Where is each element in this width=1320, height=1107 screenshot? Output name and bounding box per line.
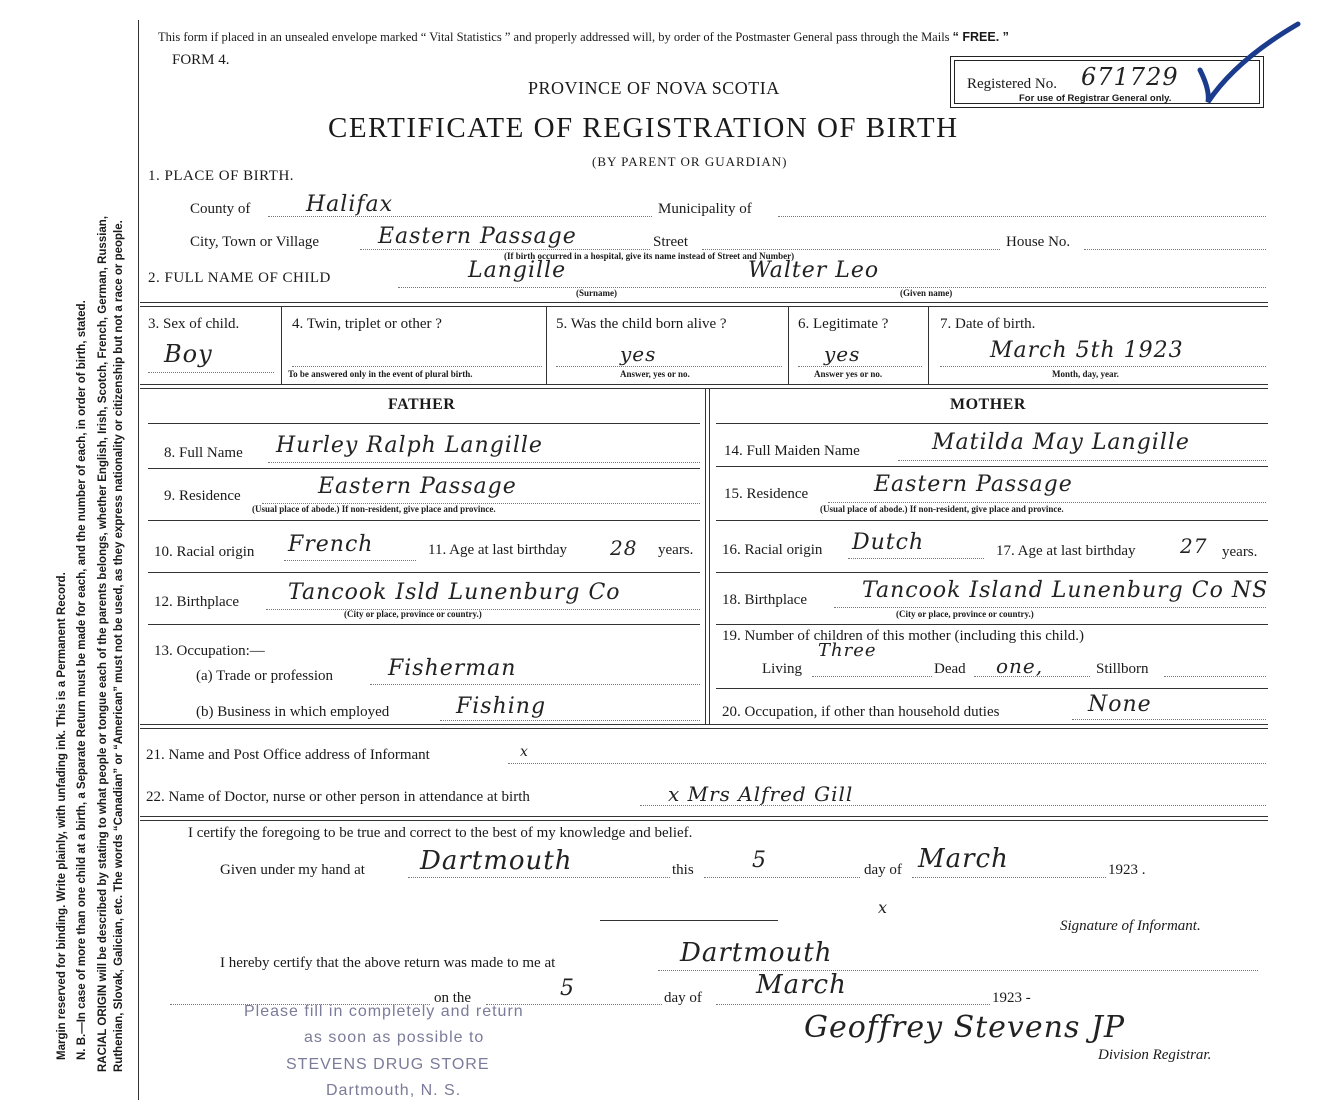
mother-rule-3	[716, 572, 1268, 573]
day-line	[704, 877, 860, 878]
city-value: Eastern Passage	[378, 224, 577, 249]
on-month-value: March	[756, 970, 847, 1000]
certify-text: I certify the foregoing to be true and correct to the best of my knowledge and belief.	[188, 825, 693, 841]
hospital-note: (If birth occurred in a hospital, give its name instead of Street and Number)	[504, 251, 795, 261]
parents-divider-a	[705, 388, 706, 724]
alive-value: yes	[620, 342, 657, 366]
dob-value: March 5th 1923	[990, 338, 1184, 363]
rule-6	[140, 728, 1268, 729]
sex-label: 3. Sex of child.	[148, 316, 240, 332]
mother-race-value: Dutch	[852, 530, 925, 555]
day-value: 5	[752, 848, 767, 873]
rule-5	[140, 724, 1268, 725]
return-place: Dartmouth	[680, 938, 833, 968]
county-value: Halifax	[306, 192, 394, 217]
father-residence-value: Eastern Passage	[318, 474, 517, 499]
divider-legit	[928, 306, 929, 384]
stillborn-line	[1164, 676, 1266, 677]
dob-label: 7. Date of birth.	[940, 316, 1036, 332]
twin-note: To be answered only in the event of plural birth.	[288, 369, 473, 379]
mother-birthplace-line	[834, 607, 1266, 608]
legitimate-label: 6. Legitimate ?	[798, 316, 889, 332]
mother-residence-label: 15. Residence	[724, 486, 809, 502]
municipality-line	[778, 216, 1266, 217]
father-age-label: 11. Age at last birthday	[428, 542, 567, 558]
street-line	[702, 249, 1000, 250]
business-line	[440, 720, 700, 721]
living-label: Living	[762, 661, 802, 677]
informant-signature-line	[600, 920, 778, 921]
mother-race-line	[848, 558, 984, 559]
mother-rule-2	[716, 520, 1268, 521]
left-border	[138, 20, 139, 1100]
twin-line	[292, 366, 542, 367]
mother-name-label: 14. Full Maiden Name	[724, 443, 860, 459]
on-the-label: on the	[434, 990, 472, 1006]
mother-occupation-label: 20. Occupation, if other than household duties	[722, 704, 1000, 720]
alive-line	[556, 366, 782, 367]
city-label: City, Town or Village	[190, 234, 320, 250]
on-month-line	[716, 1004, 990, 1005]
stamp-line-3: STEVENS DRUG STORE	[286, 1056, 490, 1073]
informant-address-line	[508, 763, 1266, 764]
alive-label: 5. Was the child born alive ?	[556, 316, 727, 332]
attendant-label: 22. Name of Doctor, nurse or other person in attendance at birth	[146, 789, 530, 805]
form-number: FORM 4.	[172, 52, 230, 68]
mother-heading: MOTHER	[950, 396, 1026, 413]
notice-prefix: This form if placed in an unsealed envelope marked	[158, 30, 418, 44]
given-caption: (Given name)	[900, 288, 953, 298]
house-line	[1084, 249, 1266, 250]
county-label: County of	[190, 201, 251, 217]
father-birthplace-line	[266, 609, 700, 610]
father-name-value: Hurley Ralph Langille	[276, 433, 543, 458]
living-line	[812, 676, 932, 677]
day-of-label: day of	[864, 862, 902, 878]
child-surname: Langille	[468, 258, 567, 283]
mother-name-value: Matilda May Langille	[932, 430, 1190, 455]
margin-note-binding: Margin reserved for binding. Write plainly, with unfading ink. This is a Permanent Record.	[56, 572, 68, 1060]
father-age-unit: years.	[658, 542, 694, 558]
father-residence-caption: (Usual place of abode.) If non-resident, give place and province.	[252, 504, 496, 514]
father-birthplace-value: Tancook Isld Lunenburg Co	[288, 580, 621, 605]
province-heading: PROVINCE OF NOVA SCOTIA	[528, 78, 780, 98]
dead-line	[974, 676, 1090, 677]
rule-2	[140, 306, 1268, 307]
sex-line	[148, 372, 274, 373]
on-year-value: 1923 -	[992, 990, 1031, 1006]
parents-divider-b	[709, 388, 710, 724]
divider-sex	[281, 306, 282, 384]
father-race-line	[284, 560, 416, 561]
attendant-value: x Mrs Alfred Gill	[668, 782, 854, 806]
trade-line	[370, 684, 700, 685]
business-value: Fishing	[456, 694, 547, 719]
stamp-line-1: Please fill in completely and return	[244, 1003, 524, 1020]
given-place: Dartmouth	[420, 846, 573, 876]
margin-note-racial-origin: RACIAL ORIGIN will be described by stating to what people or tongue each of the parents belongs, whether English, Irish, Scotch, French, German, Russian,	[97, 215, 109, 1072]
business-label: (b) Business in which employed	[196, 704, 390, 720]
registered-number: 671729	[1081, 63, 1179, 91]
father-rule-2	[148, 520, 700, 521]
occupation-label: 13. Occupation:—	[154, 643, 265, 659]
rule-3	[140, 384, 1268, 385]
informant-mark: x	[878, 898, 889, 917]
alive-caption: Answer, yes or no.	[620, 369, 690, 379]
child-name-label: 2. FULL NAME OF CHILD	[148, 270, 331, 286]
on-day-value: 5	[560, 976, 575, 1001]
document-title: CERTIFICATE OF REGISTRATION OF BIRTH	[328, 112, 959, 144]
division-registrar-label: Division Registrar.	[1098, 1047, 1212, 1063]
mother-name-line	[898, 460, 1266, 461]
legitimate-line	[798, 366, 922, 367]
month-value: March	[918, 844, 1009, 874]
given-label: Given under my hand at	[220, 862, 365, 878]
rule-8	[140, 820, 1268, 821]
city-line	[360, 249, 650, 250]
mother-birthplace-caption: (City or place, province or country.)	[896, 609, 1034, 619]
mother-residence-line	[828, 502, 1266, 503]
stamp-line-2: as soon as possible to	[304, 1029, 485, 1046]
sex-value: Boy	[164, 340, 213, 368]
this-label: this	[672, 862, 694, 878]
street-label: Street	[653, 234, 688, 250]
father-heading: FATHER	[388, 396, 456, 413]
mother-age-label: 17. Age at last birthday	[996, 543, 1136, 559]
postal-notice	[158, 30, 1009, 45]
stamp-line-4: Dartmouth, N. S.	[326, 1082, 462, 1099]
given-place-line	[408, 877, 670, 878]
rule-4	[140, 388, 1268, 389]
mother-age-unit: years.	[1222, 544, 1258, 560]
mother-birthplace-value: Tancook Island Lunenburg Co NS	[862, 578, 1269, 603]
father-age-value: 28	[610, 536, 638, 560]
trade-label: (a) Trade or profession	[196, 668, 334, 684]
children-count-label: 19. Number of children of this mother (including this child.)	[722, 628, 1085, 644]
father-rule-4	[148, 624, 700, 625]
mother-residence-value: Eastern Passage	[874, 472, 1073, 497]
mother-birthplace-label: 18. Birthplace	[722, 592, 807, 608]
father-birthplace-label: 12. Birthplace	[154, 594, 239, 610]
twin-label: 4. Twin, triplet or other ?	[292, 316, 442, 332]
father-race-label: 10. Racial origin	[154, 544, 255, 560]
father-name-line	[268, 462, 700, 463]
dead-label: Dead	[934, 661, 966, 677]
divider-twin	[546, 306, 547, 384]
return-label: I hereby certify that the above return was made to me at	[220, 955, 556, 971]
notice-quoted: “ Vital Statistics ”	[420, 30, 511, 44]
attendant-line	[640, 805, 1266, 806]
check-mark-icon	[1196, 20, 1306, 110]
dob-line	[940, 366, 1266, 367]
document-subtitle: (BY PARENT OR GUARDIAN)	[592, 154, 788, 169]
mother-rule-1	[716, 466, 1268, 467]
mother-residence-caption: (Usual place of abode.) If non-resident, give place and province.	[820, 504, 1064, 514]
year-value: 1923 .	[1108, 862, 1146, 878]
registrar-note: For use of Registrar General only.	[1019, 93, 1172, 104]
house-label: House No.	[1006, 234, 1071, 250]
registrar-signature: Geoffrey Stevens JP	[804, 1010, 1126, 1045]
mother-rule-4	[716, 624, 1268, 625]
margin-note-multiple-births: N. B.—In case of more than one child at a birth, a Separate Return must be made for each, and the number of each, in order of birth, stated.	[76, 300, 88, 1060]
mother-race-label: 16. Racial origin	[722, 542, 823, 558]
place-of-birth-label: 1. PLACE OF BIRTH.	[148, 168, 295, 184]
surname-caption: (Surname)	[576, 288, 617, 298]
divider-alive	[788, 306, 789, 384]
mother-rule-5	[716, 688, 1268, 689]
dead-value: one,	[996, 654, 1044, 678]
living-value: Three	[818, 640, 877, 661]
father-rule-top	[148, 423, 700, 424]
legitimate-caption: Answer yes or no.	[814, 369, 883, 379]
stillborn-label: Stillborn	[1096, 661, 1149, 677]
trade-value: Fisherman	[388, 656, 517, 681]
registered-label: Registered No.	[967, 76, 1057, 92]
margin-note-nationality: Ruthenian, Slovak, Galician, etc. The words “Canadian” or “American” must not be used, as they express nationality or citizenship but not a race or people.	[113, 220, 125, 1072]
rule-7	[140, 816, 1268, 817]
child-name-line	[398, 287, 1266, 288]
legitimate-value: yes	[824, 342, 861, 366]
informant-address-value: x	[520, 744, 529, 760]
father-birthplace-caption: (City or place, province or country.)	[344, 609, 482, 619]
mother-rule-top	[716, 423, 1268, 424]
father-race-value: French	[288, 532, 374, 557]
signature-informant-label: Signature of Informant.	[1060, 918, 1201, 934]
notice-suffix: and properly addressed will, by order of the Postmaster General pass through the Mails	[513, 30, 950, 44]
father-name-label: 8. Full Name	[164, 445, 243, 461]
mother-occupation-line	[1072, 719, 1266, 720]
father-residence-label: 9. Residence	[164, 488, 241, 504]
rule-1	[140, 302, 1268, 303]
municipality-label: Municipality of	[658, 201, 752, 217]
return-place-line	[658, 970, 1258, 971]
mother-age-value: 27	[1180, 534, 1208, 558]
father-rule-1	[148, 468, 700, 469]
child-given-name: Walter Leo	[748, 258, 880, 283]
dob-caption: Month, day, year.	[1052, 369, 1119, 379]
notice-free: “ FREE. ”	[952, 30, 1009, 44]
on-day-of-label: day of	[664, 990, 702, 1006]
month-line	[912, 877, 1106, 878]
informant-address-label: 21. Name and Post Office address of Informant	[146, 747, 430, 763]
mother-occupation-value: None	[1088, 692, 1152, 717]
father-rule-3	[148, 572, 700, 573]
